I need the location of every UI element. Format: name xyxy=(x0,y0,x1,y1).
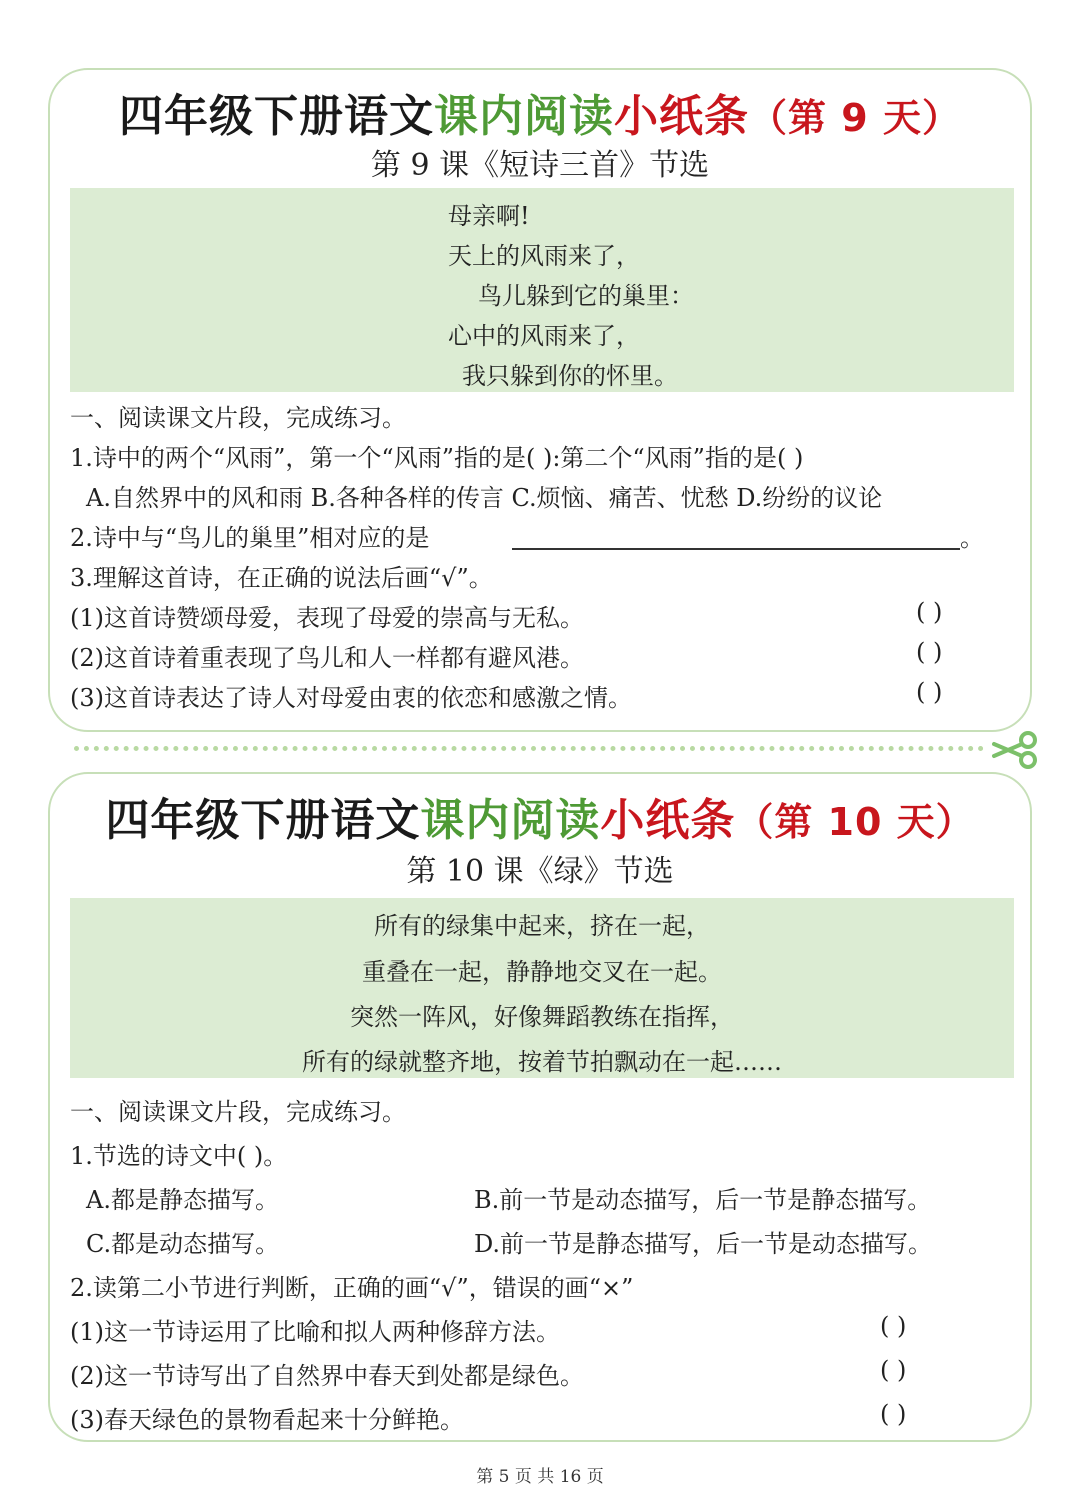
title-note: 小纸条 xyxy=(614,91,750,142)
scissors-icon xyxy=(990,730,1038,770)
lesson-subtitle: 第 10 课《绿》节选 xyxy=(406,854,674,889)
statement-1: (1)这一节诗运用了比喻和拟人两种修辞方法。 xyxy=(70,1318,560,1346)
question-1-options: A.自然界中的风和雨 B.各种各样的传言 C.烦恼、痛苦、忧愁 D.纷纷的议论 xyxy=(86,484,883,512)
option-c: C.都是动态描写。 xyxy=(86,1230,280,1258)
statement-3: (3)春天绿色的景物看起来十分鲜艳。 xyxy=(70,1406,464,1434)
option-b: B.前一节是动态描写，后一节是静态描写。 xyxy=(474,1186,932,1214)
lesson-subtitle: 第 9 课《短诗三首》节选 xyxy=(370,148,710,183)
poem-line: 重叠在一起，静静地交叉在一起。 xyxy=(362,958,722,986)
title-day: （第 9 天） xyxy=(749,96,961,140)
title-day: （第 10 天） xyxy=(735,800,975,844)
statement-2: (2)这一节诗写出了自然界中春天到处都是绿色。 xyxy=(70,1362,584,1390)
title-reading: 课内阅读 xyxy=(420,795,601,846)
option-a: A.都是静态描写。 xyxy=(86,1186,279,1214)
answer-blank[interactable] xyxy=(512,548,960,550)
question-1: 1.诗中的两个“风雨”，第一个“风雨”指的是( ):第二个“风雨”指的是( ) xyxy=(70,444,804,472)
poem-passage xyxy=(70,898,1014,1078)
poem-line: 母亲啊! xyxy=(448,202,530,230)
section-heading: 一、阅读课文片段，完成练习。 xyxy=(70,404,406,432)
poem-passage xyxy=(70,188,1014,392)
title-grade: 四年级下册语文 xyxy=(119,91,435,142)
answer-bracket[interactable]: ( ) xyxy=(880,1356,907,1384)
card-title xyxy=(50,80,1030,144)
poem-line: 心中的风雨来了， xyxy=(448,322,640,350)
option-d: D.前一节是静态描写，后一节是动态描写。 xyxy=(474,1230,933,1258)
question-2: 2.诗中与“鸟儿的巢里”相对应的是 xyxy=(70,524,430,552)
poem-line: 突然一阵风，好像舞蹈教练在指挥， xyxy=(350,1003,734,1031)
title-note: 小纸条 xyxy=(600,795,736,846)
answer-bracket[interactable]: ( ) xyxy=(880,1400,907,1428)
poem-line: 鸟儿躲到它的巢里： xyxy=(478,282,694,310)
answer-bracket[interactable]: ( ) xyxy=(916,678,943,706)
statement-3: (3)这首诗表达了诗人对母爱由衷的依恋和感激之情。 xyxy=(70,684,632,712)
question-2: 2.读第二小节进行判断，正确的画“√”，错误的画“×” xyxy=(70,1274,634,1302)
worksheet-card-day-9 xyxy=(48,68,1032,732)
answer-bracket[interactable]: ( ) xyxy=(916,638,943,666)
card-title xyxy=(50,784,1030,848)
section-heading: 一、阅读课文片段，完成练习。 xyxy=(70,1098,406,1126)
statement-2: (2)这首诗着重表现了鸟儿和人一样都有避风港。 xyxy=(70,644,584,672)
poem-line: 所有的绿就整齐地，按着节拍飘动在一起…… xyxy=(302,1048,782,1076)
question-3: 3.理解这首诗，在正确的说法后画“√”。 xyxy=(70,564,493,592)
poem-line: 所有的绿集中起来，挤在一起， xyxy=(374,912,710,940)
question-1: 1.节选的诗文中( )。 xyxy=(70,1142,288,1170)
title-reading: 课内阅读 xyxy=(434,91,615,142)
worksheet-card-day-10 xyxy=(48,772,1032,1442)
cut-line xyxy=(74,746,984,751)
answer-bracket[interactable]: ( ) xyxy=(916,598,943,626)
question-2-end: 。 xyxy=(960,524,984,552)
poem-line: 天上的风雨来了， xyxy=(448,242,640,270)
title-grade: 四年级下册语文 xyxy=(105,795,421,846)
page-number: 第 5 页 共 16 页 xyxy=(476,1467,604,1487)
answer-bracket[interactable]: ( ) xyxy=(880,1312,907,1340)
poem-line: 我只躲到你的怀里。 xyxy=(462,362,678,390)
statement-1: (1)这首诗赞颂母爱，表现了母爱的崇高与无私。 xyxy=(70,604,584,632)
